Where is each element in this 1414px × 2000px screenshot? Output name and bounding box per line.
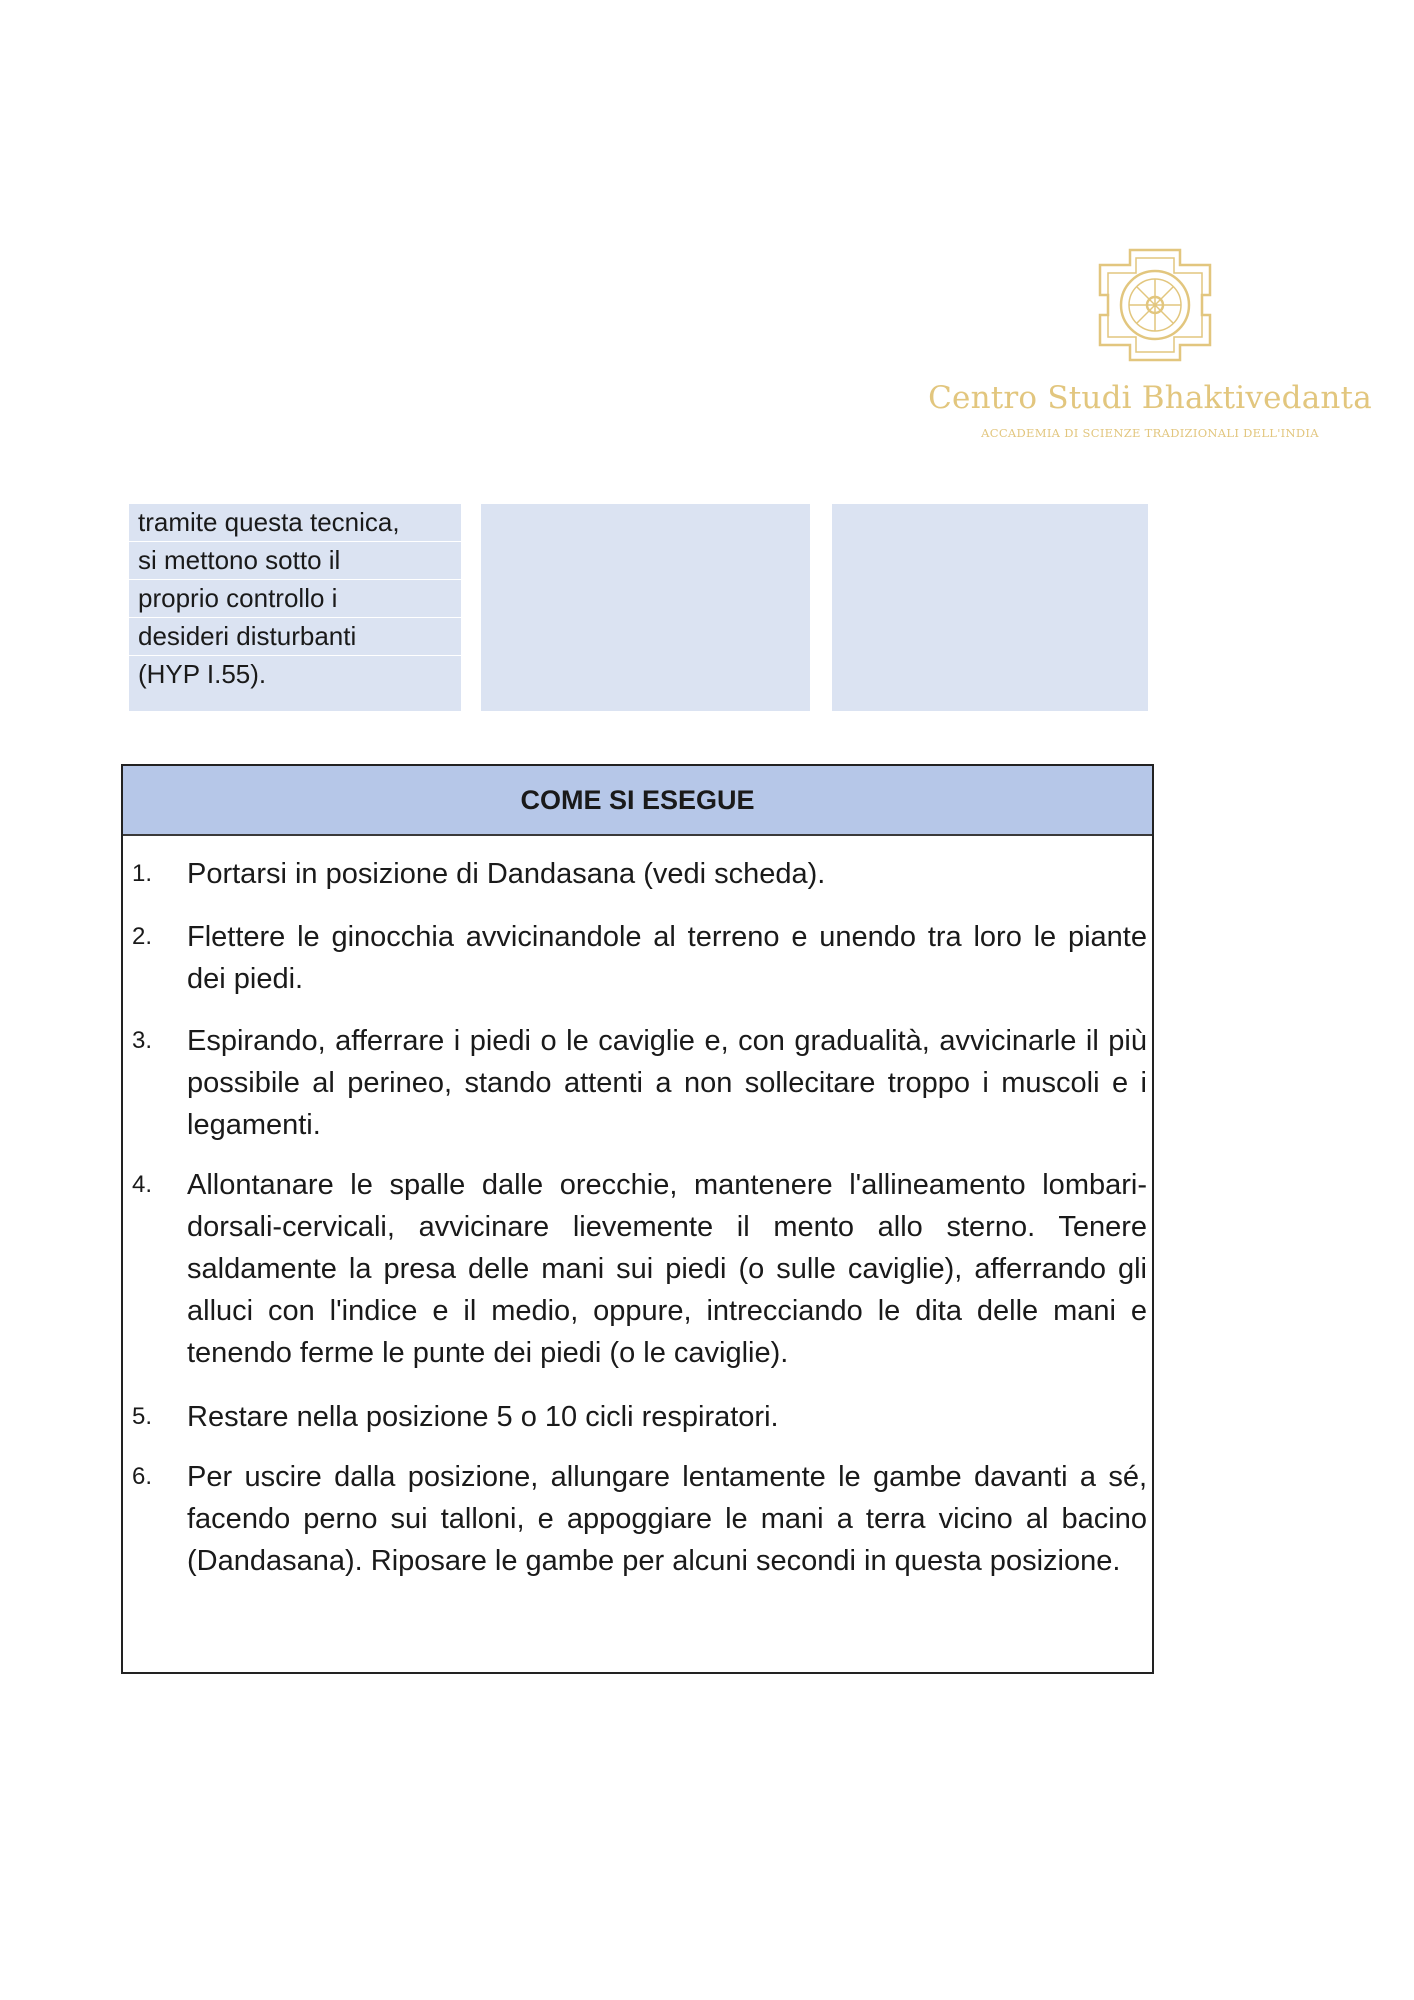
step-number: 5.	[132, 1403, 153, 1430]
empty-cell	[481, 504, 810, 711]
note-line: si mettono sotto il	[129, 542, 461, 580]
note-line: (HYP I.55).	[138, 659, 267, 689]
logo	[920, 240, 1380, 450]
step-text: Portarsi in posizione di Dandasana (vedi scheda).	[187, 858, 826, 890]
step-text: Espirando, afferrare i piedi o le caviglie e, con gradualità, avvicinarle il più possibile al perineo, stando attenti a non sollecitare troppo i muscoli e i legamenti.	[187, 1025, 1147, 1141]
note-line: tramite questa tecnica,	[129, 504, 461, 542]
step-number: 3.	[132, 1027, 153, 1054]
section-heading: COME SI ESEGUE	[123, 766, 1152, 836]
step-text: Allontanare le spalle dalle orecchie, mantenere l'allineamento lombari-dorsali-cervicali, avvicinare lievemente il mento allo sterno. Tenere saldamente la presa delle mani sui piedi (o sulle caviglie), afferrando gli alluci con l'indice e il medio, oppure, intrecciando le dita delle mani e tenendo ferme le punte dei piedi (o le caviglie).	[187, 1169, 1147, 1369]
step-text: Flettere le ginocchia avvicinandole al terreno e unendo tra loro le piante dei piedi.	[187, 921, 1147, 995]
step-text: Restare nella posizione 5 o 10 cicli respiratori.	[187, 1401, 779, 1433]
step-number: 2.	[132, 923, 153, 950]
logo-title: Centro Studi Bhaktivedanta	[928, 380, 1372, 416]
step-number: 1.	[132, 860, 153, 887]
logo-subtitle: ACCADEMIA DI SCIENZE TRADIZIONALI DELL'INDIA	[981, 426, 1319, 440]
instructions-box	[121, 764, 1154, 1674]
step-number: 6.	[132, 1463, 153, 1490]
step-number: 4.	[132, 1171, 153, 1198]
mandala-icon	[1090, 240, 1220, 370]
step-text: Per uscire dalla posizione, allungare lentamente le gambe davanti a sé, facendo perno sui talloni, e appoggiare le mani a terra vicino al bacino (Dandasana). Riposare le gambe per alcuni secondi in questa posizione.	[187, 1461, 1147, 1577]
empty-cell	[832, 504, 1148, 711]
note-cell	[129, 504, 461, 711]
note-line: desideri disturbanti	[129, 618, 461, 656]
note-line: proprio controllo i	[129, 580, 461, 618]
